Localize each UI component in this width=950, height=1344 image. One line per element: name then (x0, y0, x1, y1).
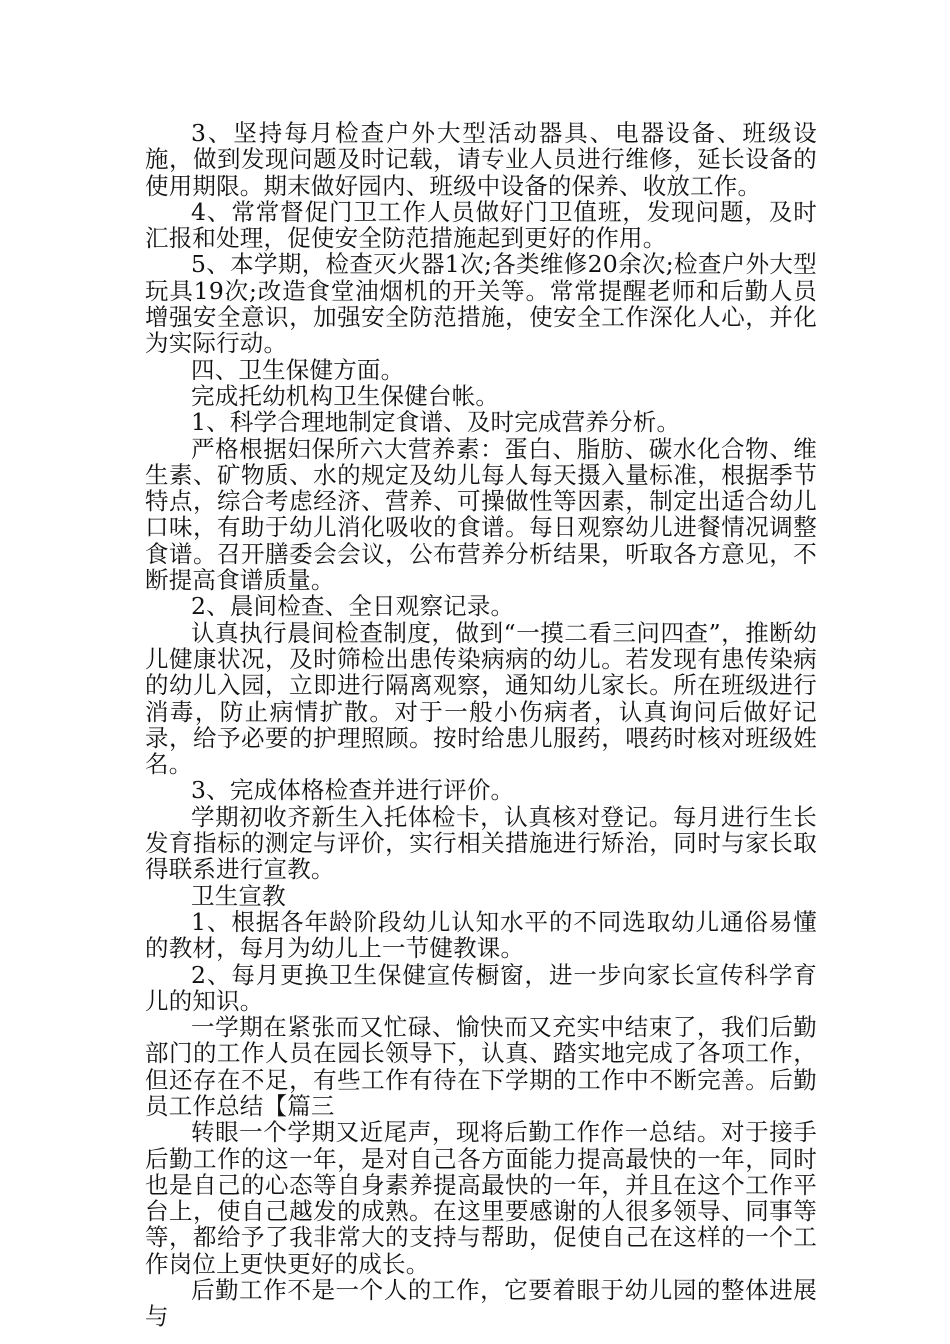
paragraph: 5、本学期，检查灭火器1次;各类维修20余次;检查户外大型玩具19次;改造食堂油烟机的开关等。常常提醒老师和后勤人员增强安全意识，加强安全防范措施，使安全工作深化人心，并化为实际行动。 (145, 250, 817, 358)
document-body (145, 120, 817, 1330)
paragraph: 4、常常督促门卫工作人员做好门卫值班，发现问题，及时汇报和处理，促使安全防范措施起到更好的作用。 (145, 197, 817, 253)
paragraph: 认真执行晨间检查制度，做到“一摸二看三问四查”，推断幼儿健康状况，及时筛检出患传染病病的幼儿。若发现有患传染病的幼儿入园，立即进行隔离观察，通知幼儿家长。所在班级进行消毒，防止病情扩散。对于一般小伤病者，认真询问后做好记录，给予必要的护理照顾。按时给患儿服药，喂药时核对班级姓名。 (145, 618, 817, 779)
paragraph: 3、坚持每月检查户外大型活动器具、电器设备、班级设施，做到发现问题及时记载，请专业人员进行维修，延长设备的使用期限。期末做好园内、班级中设备的保养、收放工作。 (145, 119, 817, 200)
paragraph: 1、科学合理地制定食谱、及时完成营养分析。 (191, 408, 681, 437)
paragraph: 3、完成体格检查并进行评价。 (191, 776, 515, 805)
paragraph: 2、晨间检查、全日观察记录。 (191, 592, 515, 621)
paragraph: 1、根据各年龄阶段幼儿认知水平的不同选取幼儿通俗易懂的教材，每月为幼儿上一节健教课。 (145, 907, 817, 963)
section-heading: 四、卫生保健方面。 (191, 355, 405, 384)
section-heading: 卫生宣教 (191, 881, 286, 910)
paragraph: 转眼一个学期又近尾声，现将后勤工作作一总结。对于接手后勤工作的这一年，是对自己各方面能力提高最快的一年，同时也是自己的心态等自身素养提高最快的一年，并且在这个工作平台上，使自己越发的成熟。在这里要感谢的人很多领导、同事等等，都给予了我非常大的支持与帮助，促使自己在这样的一个工作岗位上更快更好的成长。 (145, 1118, 817, 1278)
paragraph: 一学期在紧张而又忙碌、愉快而又充实中结束了，我们后勤部门的工作人员在园长领导下，认真、踏实地完成了各项工作，但还存在不足，有些工作有待在下学期的工作中不断完善。后勤员工作总结【篇三 (145, 1013, 817, 1120)
paragraph: 严格根据妇保所六大营养素：蛋白、脂肪、碳水化合物、维生素、矿物质、水的规定及幼儿每人每天摄入量标准，根据季节特点，综合考虑经济、营养、可操做性等因素，制定出适合幼儿口味，有助于幼儿消化吸收的食谱。每日观察幼儿进餐情况调整食谱。召开膳委会会议，公布营养分析结果，听取各方意见，不断提高食谱质量。 (145, 434, 817, 595)
paragraph: 学期初收齐新生入托体检卡，认真核对登记。每月进行生长发育指标的测定与评价，实行相关措施进行矫治，同时与家长取得联系进行宣教。 (145, 802, 817, 884)
paragraph: 完成托幼机构卫生保健台帐。 (191, 381, 500, 410)
paragraph: 2、每月更换卫生保健宣传橱窗，进一步向家长宣传科学育儿的知识。 (145, 960, 817, 1015)
paragraph: 后勤工作不是一个人的工作，它要着眼于幼儿园的整体进展与 (145, 1276, 817, 1331)
